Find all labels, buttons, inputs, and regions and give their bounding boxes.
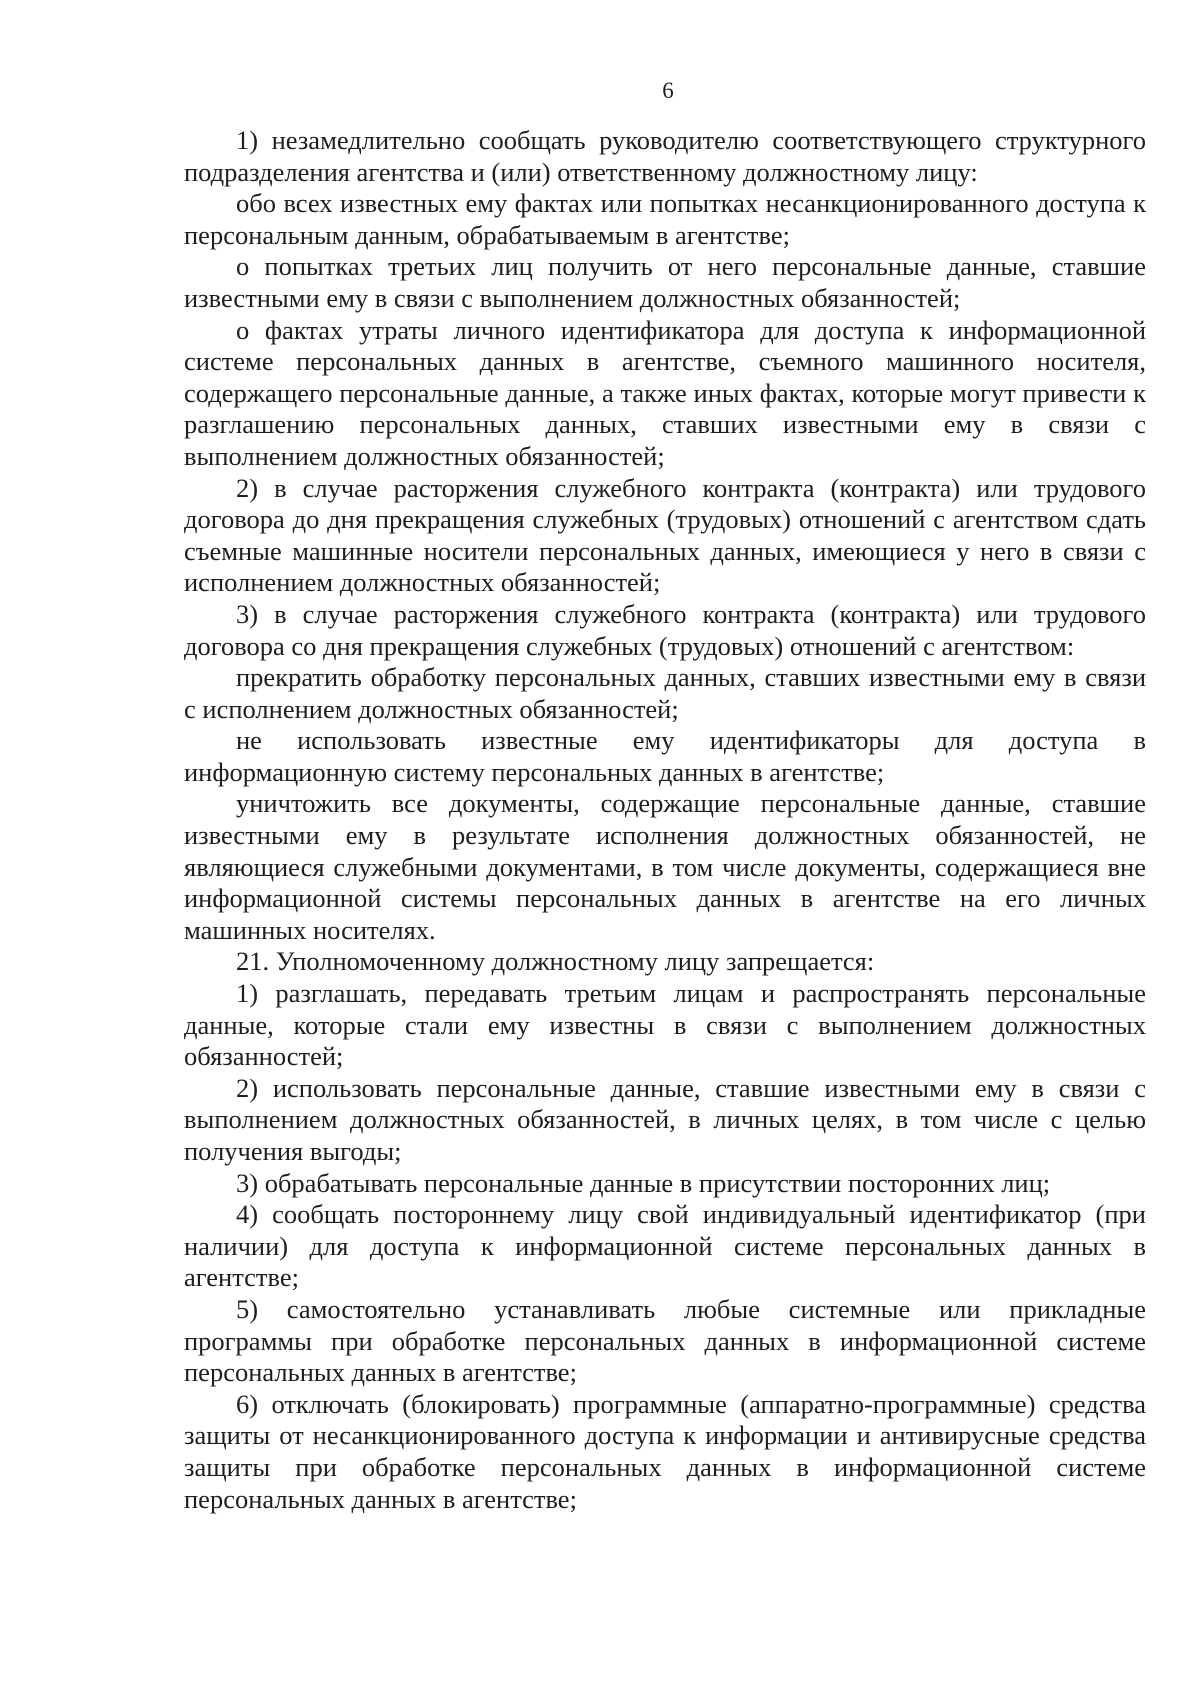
paragraph-third-party-attempts: о попытках третьих лиц получить от него персональные данные, ставшие известными ему в связи с выполнением должностных обязанностей; (184, 251, 1146, 313)
paragraph-item-2-return-media: 2) в случае расторжения служебного контракта (контракта) или трудового договора до дня прекращения служебных (трудовых) отношений с агентством сдать съемные машинные носители персональных данных, имеющиеся у него в связи с исполнением должностных обязанностей; (184, 472, 1146, 598)
paragraph-item-3-termination: 3) в случае расторжения служебного контракта (контракта) или трудового договора со дня прекращения служебных (трудовых) отношений с агентством: (184, 598, 1146, 661)
page-number: 6 (662, 78, 674, 103)
paragraph-loss-of-identifier: о фактах утраты личного идентификатора для доступа к информационной системе персональных данных в агентстве, съемного машинного носителя, содержащего персональные данные, а также иных фактах, которые могут привести к разглашению персональных данных, ставших известными ему в связи с выполнением должностных обязанностей; (184, 314, 1146, 471)
paragraph-item-1-report: 1) незамедлительно сообщать руководителю соответствующего структурного подразделения агентства и (или) ответственному должностному лицу: (184, 125, 1146, 187)
paragraph-no-identifiers: не использовать известные ему идентификаторы для доступа в информационную систему персональных данных в агентстве; (184, 725, 1146, 787)
paragraph-destroy-documents: уничтожить все документы, содержащие персональные данные, ставшие известными ему в результате исполнения должностных обязанностей, не являющиеся служебными документами, в том числе документы, содержащиеся вне информационной системы персональных данных в агентстве на его личных машинных носителях. (184, 788, 1146, 945)
paragraph-prohibition-6: 6) отключать (блокировать) программные (аппаратно-программные) средства защиты от несанкционированного доступа к информации и антивирусные средства защиты при обработке персональных данных в информационной системе персональных данных в агентстве; (184, 1388, 1146, 1514)
paragraph-prohibition-3: 3) обрабатывать персональные данные в присутствии посторонних лиц; (236, 1167, 1051, 1198)
paragraph-unauthorized-access: обо всех известных ему фактах или попытках несанкционированного доступа к персональным данным, обрабатываемым в агентстве; (184, 188, 1146, 250)
paragraph-prohibition-4: 4) сообщать постороннему лицу свой индивидуальный идентификатор (при наличии) для доступа к информационной системе персональных данных в агентстве; (184, 1199, 1146, 1293)
paragraph-section-21-heading: 21. Уполномоченному должностному лицу запрещается: (236, 946, 875, 977)
paragraph-prohibition-5: 5) самостоятельно устанавливать любые системные или прикладные программы при обработке персональных данных в информационной системе персональных данных в агентстве; (184, 1293, 1146, 1388)
paragraph-stop-processing: прекратить обработку персональных данных, ставших известными ему в связи с исполнением должностных обязанностей; (184, 662, 1146, 724)
paragraph-prohibition-2: 2) использовать персональные данные, ставшие известными ему в связи с выполнением должностных обязанностей, в личных целях, в том числе с целью получения выгоды; (184, 1072, 1146, 1166)
paragraph-prohibition-1: 1) разглашать, передавать третьим лицам и распространять персональные данные, которые стали ему известны в связи с выполнением должностных обязанностей; (184, 978, 1146, 1072)
document-body (184, 125, 1146, 1515)
